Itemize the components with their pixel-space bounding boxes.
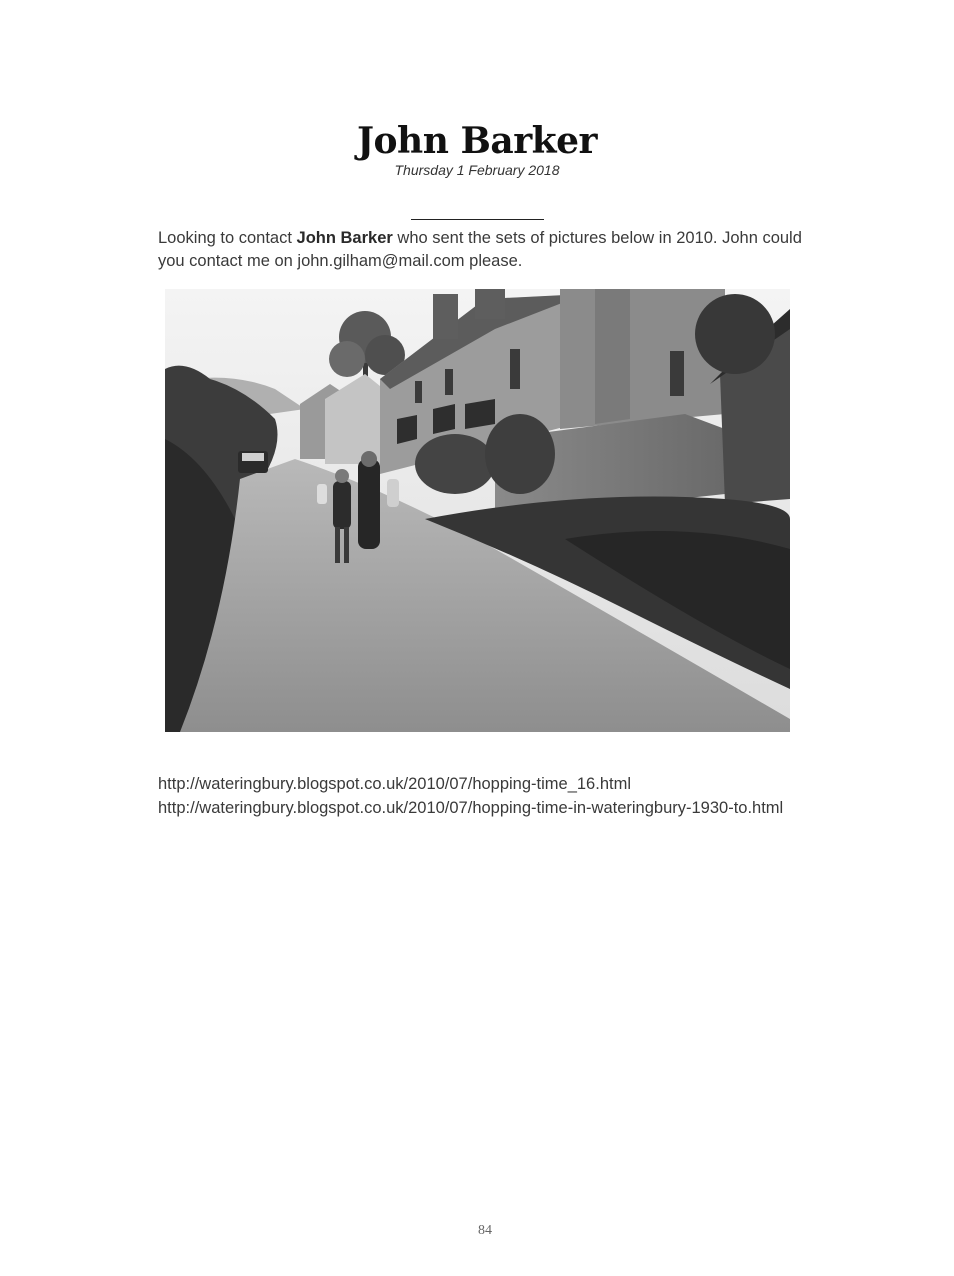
link-hopping-time-16[interactable]: http://wateringbury.blogspot.co.uk/2010/07/hopping-time_16.html (158, 775, 631, 793)
title-divider (411, 219, 544, 220)
intro-paragraph (158, 227, 803, 273)
intro-text-before: Looking to contact (158, 229, 297, 247)
post-title: John Barker (357, 120, 597, 162)
links-list (158, 773, 798, 820)
intro-text-after: who sent the sets of pictures below in 2010. John could you contact me on john.gilham@mail.com please. (158, 229, 802, 270)
intro-name: John Barker (296, 229, 393, 247)
village-street-photo (165, 289, 790, 732)
page-number: 84 (478, 1223, 492, 1238)
link-hopping-time-1930[interactable]: http://wateringbury.blogspot.co.uk/2010/07/hopping-time-in-wateringbury-1930-to.html (158, 798, 784, 817)
post-date: Thursday 1 February 2018 (394, 162, 560, 178)
